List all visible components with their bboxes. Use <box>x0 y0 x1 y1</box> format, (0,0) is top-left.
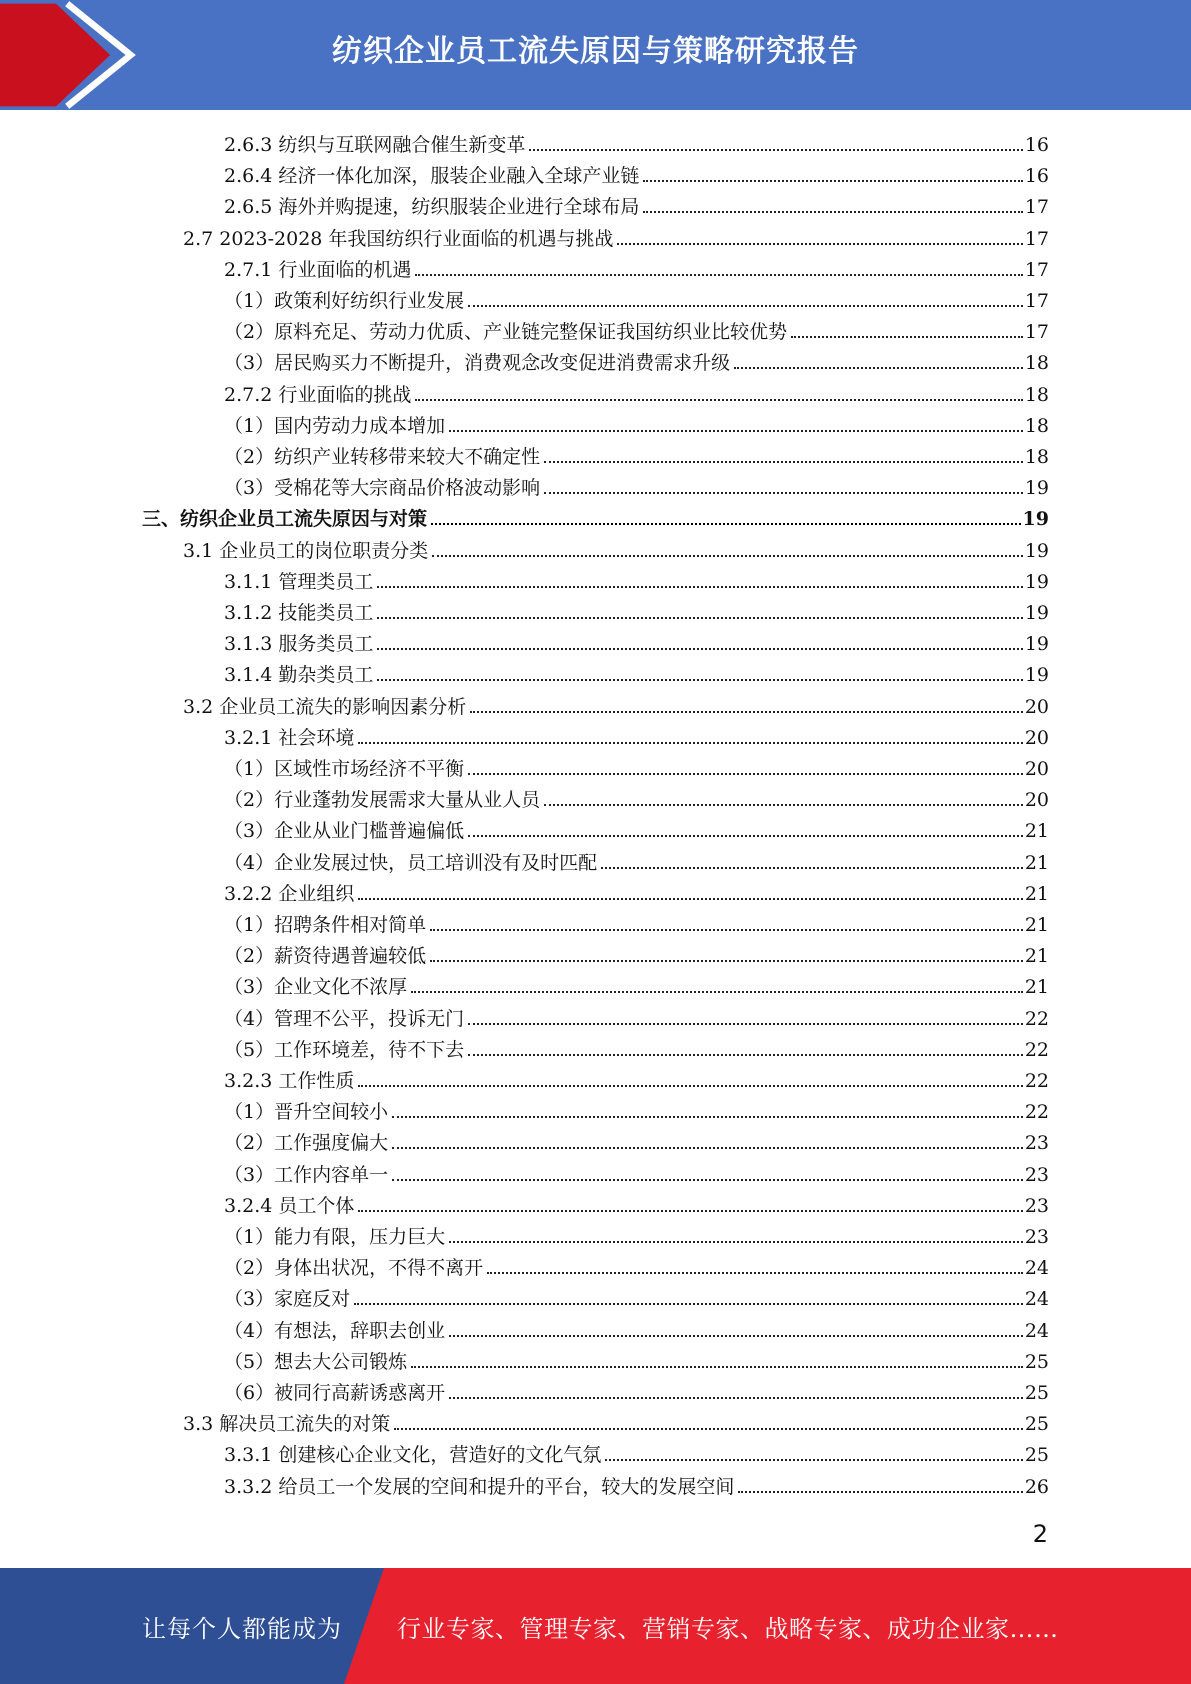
toc-entry-label: 3.1.3 服务类员工 <box>224 633 374 656</box>
toc-entry-label: （5）想去大公司锻炼 <box>224 1350 408 1373</box>
toc-leader-dots <box>415 274 1022 276</box>
toc-leader-dots <box>377 586 1022 588</box>
toc-entry[interactable] <box>224 1343 1049 1374</box>
toc-entry-label: （4）企业发展过快，员工培训没有及时匹配 <box>224 851 598 874</box>
toc-leader-dots <box>392 1116 1023 1118</box>
footer-slogan-left: 让每个人都能成为 <box>142 1615 342 1643</box>
toc-entry-page: 21 <box>1024 882 1049 905</box>
toc-leader-dots <box>544 461 1023 463</box>
toc-entry-label: （1）能力有限，压力巨大 <box>224 1226 446 1248</box>
footer-slogan-right: 行业专家、管理专家、营销专家、战略专家、成功企业家…… <box>397 1615 1059 1643</box>
toc-entry-page: 25 <box>1024 1382 1049 1404</box>
toc-leader-dots <box>605 1459 1022 1461</box>
toc-entry[interactable] <box>224 875 1049 906</box>
page-footer <box>0 1568 1191 1684</box>
toc-entry-page: 20 <box>1024 726 1049 749</box>
toc-entry-page: 20 <box>1024 695 1049 718</box>
toc-entry[interactable] <box>224 282 1049 313</box>
toc-leader-dots <box>432 555 1023 557</box>
toc-entry[interactable] <box>224 625 1049 656</box>
toc-entry-label: 3.2.2 企业组织 <box>224 882 355 905</box>
toc-entry-page: 19 <box>1022 508 1049 531</box>
toc-entry-page: 26 <box>1024 1475 1049 1498</box>
toc-entry-page: 24 <box>1024 1319 1049 1342</box>
toc-leader-dots <box>392 1147 1023 1149</box>
toc-leader-dots <box>449 1397 1023 1399</box>
toc-entry-label: （2）纺织产业转移带来较大不确定性 <box>224 446 541 468</box>
page-number: 2 <box>1032 1520 1048 1548</box>
toc-entry[interactable] <box>224 656 1049 687</box>
toc-leader-dots <box>734 367 1023 369</box>
toc-leader-dots <box>358 742 1022 744</box>
toc-entry-page: 25 <box>1024 1413 1049 1436</box>
toc-leader-dots <box>377 679 1022 681</box>
toc-leader-dots <box>358 898 1022 900</box>
toc-entry[interactable] <box>142 500 1049 531</box>
toc-entry-page: 23 <box>1024 1194 1049 1217</box>
toc-entry-page: 22 <box>1024 1101 1049 1124</box>
toc-entry-page: 17 <box>1024 196 1049 219</box>
toc-entry[interactable] <box>224 1124 1049 1155</box>
toc-entry[interactable] <box>224 1062 1049 1093</box>
toc-entry[interactable] <box>224 1156 1049 1187</box>
toc-entry[interactable] <box>224 376 1049 407</box>
toc-entry-label: （3）家庭反对 <box>224 1288 351 1311</box>
toc-entry[interactable] <box>224 157 1049 188</box>
toc-entry[interactable] <box>224 188 1049 219</box>
toc-entry-label: 3.2.1 社会环境 <box>224 726 355 749</box>
toc-entry-label: （4）有想法，辞职去创业 <box>224 1319 446 1342</box>
toc-entry-label: 3.3.2 给员工一个发展的空间和提升的平台，较大的发展空间 <box>224 1475 735 1498</box>
toc-entry-label: 3.1 企业员工的岗位职责分类 <box>183 539 429 562</box>
toc-entry-page: 22 <box>1024 1070 1049 1092</box>
toc-entry-page: 18 <box>1024 383 1049 406</box>
toc-entry[interactable] <box>224 1468 1049 1499</box>
toc-entry[interactable] <box>183 532 1049 563</box>
toc-leader-dots <box>544 804 1023 806</box>
toc-leader-dots <box>430 929 1023 931</box>
toc-entry[interactable] <box>224 407 1049 438</box>
toc-leader-dots <box>449 430 1023 432</box>
toc-entry-page: 19 <box>1024 570 1049 593</box>
toc-entry-label: （5）工作环境差，待不下去 <box>224 1038 465 1061</box>
toc-leader-dots <box>468 1054 1023 1056</box>
toc-entry-page: 21 <box>1024 976 1049 999</box>
toc-leader-dots <box>470 711 1023 713</box>
toc-entry-page: 21 <box>1024 820 1049 843</box>
toc-entry-label: （1）政策利好纺织行业发展 <box>224 290 465 312</box>
toc-leader-dots <box>449 1335 1023 1337</box>
toc-entry-label: 2.7.1 行业面临的机遇 <box>224 258 412 281</box>
toc-leader-dots <box>643 180 1022 182</box>
toc-entry-page: 18 <box>1024 414 1049 437</box>
toc-entry[interactable] <box>224 594 1049 625</box>
toc-leader-dots <box>791 336 1023 338</box>
toc-entry[interactable] <box>224 812 1049 843</box>
toc-leader-dots <box>643 211 1022 213</box>
toc-entry-page: 21 <box>1024 914 1049 936</box>
toc-entry-label: 3.2.4 员工个体 <box>224 1194 355 1217</box>
toc-entry[interactable] <box>224 563 1049 594</box>
toc-entry-label: （4）管理不公平，投诉无门 <box>224 1007 465 1030</box>
toc-entry[interactable] <box>224 1187 1049 1218</box>
toc-leader-dots <box>529 149 1022 151</box>
toc-entry-label: 3.1.4 勤杂类员工 <box>224 664 374 687</box>
toc-entry-label: 3.2.3 工作性质 <box>224 1070 355 1092</box>
toc-entry-label: （3）企业从业门槛普遍偏低 <box>224 820 465 843</box>
toc-entry-page: 17 <box>1024 321 1049 344</box>
toc-entry-page: 21 <box>1024 945 1049 968</box>
toc-entry-page: 20 <box>1024 789 1049 812</box>
toc-entry[interactable] <box>224 313 1049 344</box>
toc-entry-page: 17 <box>1024 258 1049 281</box>
toc-entry-page: 19 <box>1024 633 1049 656</box>
toc-entry-label: （1）国内劳动力成本增加 <box>224 414 446 437</box>
toc-leader-dots <box>468 305 1023 307</box>
toc-leader-dots <box>468 773 1023 775</box>
toc-leader-dots <box>377 617 1022 619</box>
report-title: 纺织企业员工流失原因与策略研究报告 <box>332 34 859 69</box>
toc-entry[interactable] <box>224 937 1049 968</box>
toc-entry-label: （2）薪资待遇普遍较低 <box>224 945 427 968</box>
toc-entry-label: （2）工作强度偏大 <box>224 1132 389 1155</box>
toc-leader-dots <box>430 960 1023 962</box>
toc-entry[interactable] <box>183 1405 1049 1436</box>
toc-entry-page: 24 <box>1024 1288 1049 1311</box>
toc-entry-label: 2.6.4 经济一体化加深，服装企业融入全球产业链 <box>224 165 640 188</box>
toc-entry[interactable] <box>224 1436 1049 1467</box>
toc-leader-dots <box>738 1491 1022 1493</box>
toc-entry[interactable] <box>224 844 1049 875</box>
toc-leader-dots <box>394 1428 1023 1430</box>
toc-leader-dots <box>468 835 1023 837</box>
toc-leader-dots <box>449 1241 1023 1243</box>
toc-entry[interactable] <box>224 1312 1049 1343</box>
toc-entry[interactable] <box>224 126 1049 157</box>
toc-entry[interactable] <box>224 968 1049 999</box>
toc-entry-page: 19 <box>1024 602 1049 624</box>
toc-entry[interactable] <box>224 719 1049 750</box>
toc-entry-page: 23 <box>1024 1226 1049 1248</box>
toc-entry-page: 19 <box>1024 664 1049 687</box>
toc-entry[interactable] <box>224 1031 1049 1062</box>
toc-entry[interactable] <box>183 688 1049 719</box>
toc-entry[interactable] <box>224 251 1049 282</box>
toc-entry-label: 3.1.2 技能类员工 <box>224 602 374 624</box>
toc-entry[interactable] <box>224 469 1049 500</box>
toc-entry-page: 25 <box>1024 1444 1049 1467</box>
toc-leader-dots <box>544 492 1023 494</box>
toc-entry-label: （6）被同行高薪诱惑离开 <box>224 1382 446 1404</box>
toc-entry-label: （1）招聘条件相对简单 <box>224 914 427 936</box>
toc-entry-label: （2）身体出状况，不得不离开 <box>224 1257 484 1280</box>
toc-entry[interactable] <box>224 781 1049 812</box>
toc-leader-dots <box>431 523 1021 525</box>
toc-entry-label: （3）居民购买力不断提升，消费观念改变促进消费需求升级 <box>224 352 731 375</box>
toc-entry-label: 3.1.1 管理类员工 <box>224 570 374 593</box>
toc-entry-page: 16 <box>1024 134 1049 156</box>
toc-entry-page: 20 <box>1024 758 1049 780</box>
toc-entry-label: （3）企业文化不浓厚 <box>224 976 408 999</box>
toc-entry[interactable] <box>224 344 1049 375</box>
toc-entry[interactable] <box>224 1218 1049 1249</box>
toc-entry-label: 3.3.1 创建核心企业文化，营造好的文化气氛 <box>224 1444 602 1467</box>
toc-entry-page: 18 <box>1024 352 1049 375</box>
toc-entry-label: 3.3 解决员工流失的对策 <box>183 1413 391 1436</box>
toc-entry-label: 三、纺织企业员工流失原因与对策 <box>142 508 428 531</box>
toc-entry-label: 3.2 企业员工流失的影响因素分析 <box>183 695 467 718</box>
toc-entry-page: 23 <box>1024 1132 1049 1155</box>
toc-leader-dots <box>358 1085 1022 1087</box>
toc-entry-page: 18 <box>1024 446 1049 468</box>
toc-entry[interactable] <box>224 1093 1049 1124</box>
toc-entry-label: （1）区域性市场经济不平衡 <box>224 758 465 780</box>
toc-entry-label: 2.6.5 海外并购提速，纺织服装企业进行全球布局 <box>224 196 640 219</box>
toc-entry-label: 2.7.2 行业面临的挑战 <box>224 383 412 406</box>
toc-entry-page: 24 <box>1024 1257 1049 1280</box>
toc-entry-page: 17 <box>1024 290 1049 312</box>
toc-entry-page: 19 <box>1024 539 1049 562</box>
toc-entry[interactable] <box>224 1249 1049 1280</box>
toc-entry[interactable] <box>224 1280 1049 1311</box>
toc-entry[interactable] <box>224 906 1049 937</box>
toc-entry-page: 16 <box>1024 165 1049 188</box>
toc-entry-label: （3）工作内容单一 <box>224 1163 389 1186</box>
toc-entry-page: 21 <box>1024 851 1049 874</box>
toc-leader-dots <box>601 867 1023 869</box>
toc-entry-label: 2.7 2023-2028 年我国纺织行业面临的机遇与挑战 <box>183 227 614 250</box>
toc-leader-dots <box>411 1366 1023 1368</box>
page-header <box>0 0 1191 110</box>
toc-entry[interactable] <box>224 1374 1049 1405</box>
toc-entry[interactable] <box>224 1000 1049 1031</box>
toc-entry-page: 23 <box>1024 1163 1049 1186</box>
toc-leader-dots <box>487 1272 1023 1274</box>
toc-entry-page: 19 <box>1024 477 1049 500</box>
toc-leader-dots <box>617 243 1022 245</box>
toc-entry-page: 17 <box>1024 227 1049 250</box>
toc-entry-page: 25 <box>1024 1350 1049 1373</box>
toc-entry-page: 22 <box>1024 1038 1049 1061</box>
toc-entry-label: （1）晋升空间较小 <box>224 1101 389 1124</box>
toc-entry[interactable] <box>224 750 1049 781</box>
toc-leader-dots <box>392 1179 1023 1181</box>
toc-entry-page: 22 <box>1024 1007 1049 1030</box>
toc-leader-dots <box>377 648 1022 650</box>
toc-leader-dots <box>468 1023 1023 1025</box>
toc-entry[interactable] <box>224 438 1049 469</box>
toc-leader-dots <box>358 1210 1022 1212</box>
toc-leader-dots <box>415 399 1022 401</box>
toc-entry-label: （3）受棉花等大宗商品价格波动影响 <box>224 477 541 500</box>
toc-entry[interactable] <box>183 220 1049 251</box>
toc-entry-label: 2.6.3 纺织与互联网融合催生新变革 <box>224 134 526 156</box>
toc-entry-label: （2）原料充足、劳动力优质、产业链完整保证我国纺织业比较优势 <box>224 321 788 344</box>
toc-leader-dots <box>411 991 1023 993</box>
toc-leader-dots <box>354 1303 1023 1305</box>
toc-entry-label: （2）行业蓬勃发展需求大量从业人员 <box>224 789 541 812</box>
